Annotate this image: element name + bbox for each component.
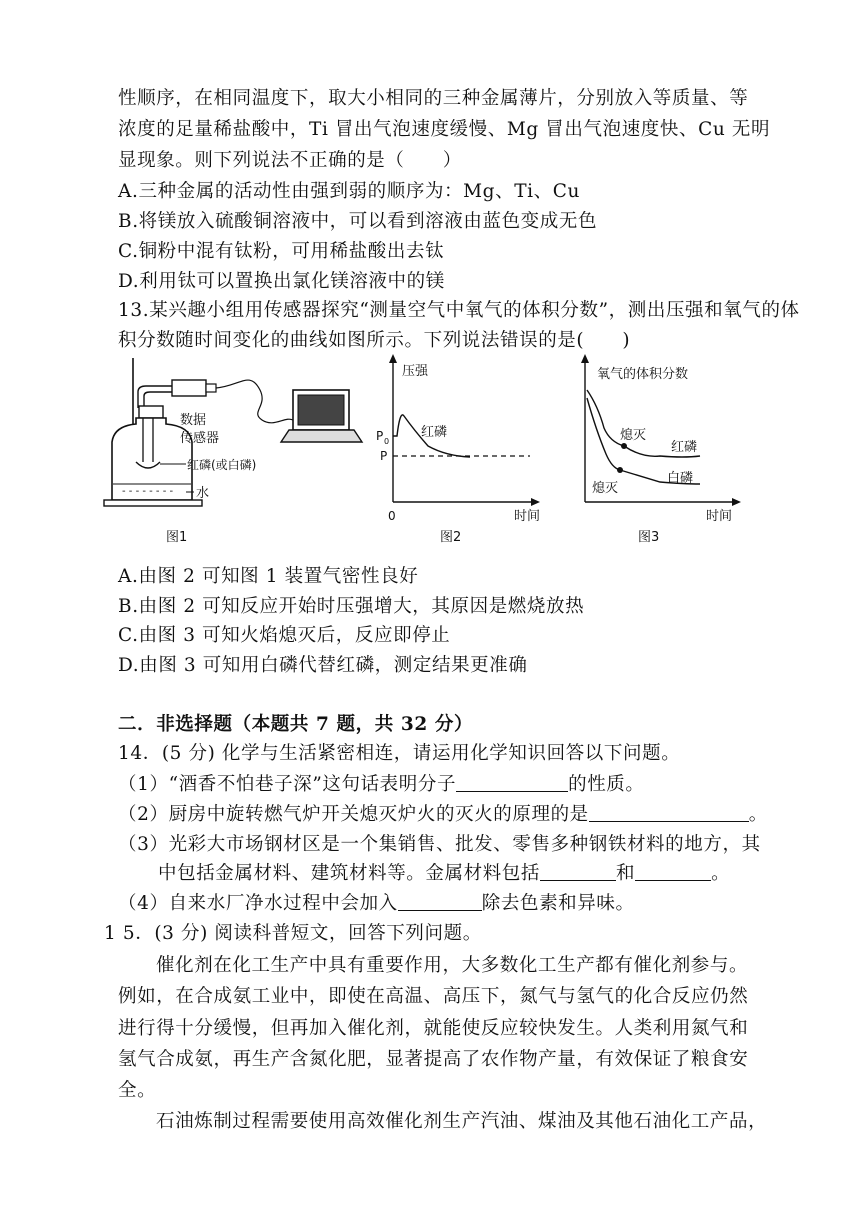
fig2-p0-label: P [376,429,384,443]
fig2-origin-label: 0 [388,509,396,523]
q13-option-c: C.由图 3 可知火焰熄灭后，反应即停止 [118,625,451,646]
fig1-caption: 图1 [166,530,188,545]
q14-part-4-text-b: 除去色素和异味。 [481,893,635,914]
q12-text-line-1: 性顺序，在相同温度下，取大小相同的三种金属薄片，分别放入等质量、等 [118,88,749,109]
fig2-curve-label: 红磷 [421,425,448,440]
fig2-y-label: 压强 [402,364,429,379]
q13-option-b: B.由图 2 可知反应开始时压强增大，其原因是燃烧放热 [118,596,585,617]
fig3-caption: 图3 [638,530,660,545]
q14-part-3-line-1: （3）光彩大市场钢材区是一个集销售、批发、零售多种钢铁材料的地方，其 [118,834,761,855]
q13-stem-line-2: 积分数随时间变化的曲线如图所示。下列说法错误的是( ) [118,330,631,351]
q13-option-a: A.由图 2 可知图 1 装置气密性良好 [118,566,419,587]
q14-part-2-text-a: （2）厨房中旋转燃气炉开关熄灭炉火的灭火的原理的是 [118,804,589,825]
q14-blank-2[interactable] [589,803,749,822]
fig1-water-label: 水 [196,486,210,501]
q14-part-2 [118,802,768,828]
q13-stem-line-1: 13.某兴趣小组用传感器探究“测量空气中氧气的体积分数”，测出压强和氧气的体 [118,300,800,321]
q15-para1-line-4: 氢气合成氨，再生产含氮化肥，显著提高了农作物产量，有效保证了粮食安 [118,1049,749,1070]
q14-blank-4[interactable] [398,892,482,911]
fig2-pressure-chart [376,354,540,545]
fig2-caption: 图2 [440,530,462,545]
fig1-apparatus [104,358,362,545]
q14-blank-3a[interactable] [540,862,616,881]
q14-part-3-text-b: 和 [616,863,636,884]
q14-part-4 [118,891,635,917]
fig3-y-label: 氧气的体积分数 [597,367,689,382]
fig2-p-label: P [380,449,388,463]
fig1-sensor-label-2: 传感器 [180,431,220,446]
q13-option-d: D.由图 3 可知用白磷代替红磷，测定结果更准确 [118,655,528,676]
fig3-x-label: 时间 [706,509,733,524]
q12-text-line-2: 浓度的足量稀盐酸中，Ti 冒出气泡速度缓慢、Mg 冒出气泡速度快、Cu 无明 [118,119,771,140]
q12-option-d: D.利用钛可以置换出氯化镁溶液中的镁 [118,271,445,292]
q14-part-3-text-a: 中包括金属材料、建筑材料等。金属材料包括 [158,863,541,884]
q15-para2-line-1: 石油炼制过程需要使用高效催化剂生产汽油、煤油及其他石油化工产品， [156,1111,768,1132]
q14-part-1-text-a: （1）“酒香不怕巷子深”这句话表明分子 [118,774,457,795]
section-2-heading: 二．非选择题（本题共 7 题，共 32 分） [118,714,474,735]
q15-stem: 1 5．(3 分) 阅读科普短文，回答下列问题。 [104,923,482,944]
q14-part-1 [118,772,645,798]
fig1-sensor-label-1: 数据 [180,413,207,428]
fig3-extinguish-label-2: 熄灭 [592,481,619,496]
fig3-white-label: 白磷 [667,471,694,486]
q12-text-line-3: 显现象。则下列说法不正确的是（ ） [118,150,462,171]
svg-text:- - - - - - - -: - - - - - - - - [122,486,174,497]
q14-part-3-line-2 [158,861,730,887]
fig3-oxygen-chart [581,354,741,545]
fig1-phosphorus-label: 红磷(或白磷) [187,458,257,472]
q15-para1-line-1: 催化剂在化工生产中具有重要作用，大多数化工生产都有催化剂参与。 [156,955,749,976]
fig3-red-label: 红磷 [671,440,698,455]
q14-part-4-text-a: （4）自来水厂净水过程中会加入 [118,893,398,914]
q15-para1-line-2: 例如，在合成氨工业中，即使在高温、高压下，氮气与氢气的化合反应仍然 [118,986,749,1007]
q14-stem: 14．(5 分) 化学与生活紧密相连，请运用化学知识回答以下问题。 [118,743,681,764]
q15-para1-line-3: 进行得十分缓慢，但再加入催化剂，就能使反应较快发生。人类利用氮气和 [118,1018,749,1039]
q14-part-3-text-c: 。 [711,863,731,884]
fig3-extinguish-label-1: 熄灭 [620,428,647,443]
q12-option-c: C.铜粉中混有钛粉，可用稀盐酸出去钛 [118,241,445,262]
fig2-p0-subscript: 0 [384,437,390,446]
q12-option-a: A.三种金属的活动性由强到弱的顺序为：Mg、Ti、Cu [118,181,581,202]
q15-para1-line-5: 全。 [118,1080,157,1101]
q13-figures [0,350,867,550]
q14-blank-3b[interactable] [635,862,711,881]
q12-option-b: B.将镁放入硫酸铜溶液中，可以看到溶液由蓝色变成无色 [118,211,598,232]
q14-blank-1[interactable] [456,773,568,792]
q14-part-1-text-b: 的性质。 [568,774,645,795]
q14-part-2-text-b: 。 [748,804,768,825]
fig2-x-label: 时间 [514,509,541,524]
